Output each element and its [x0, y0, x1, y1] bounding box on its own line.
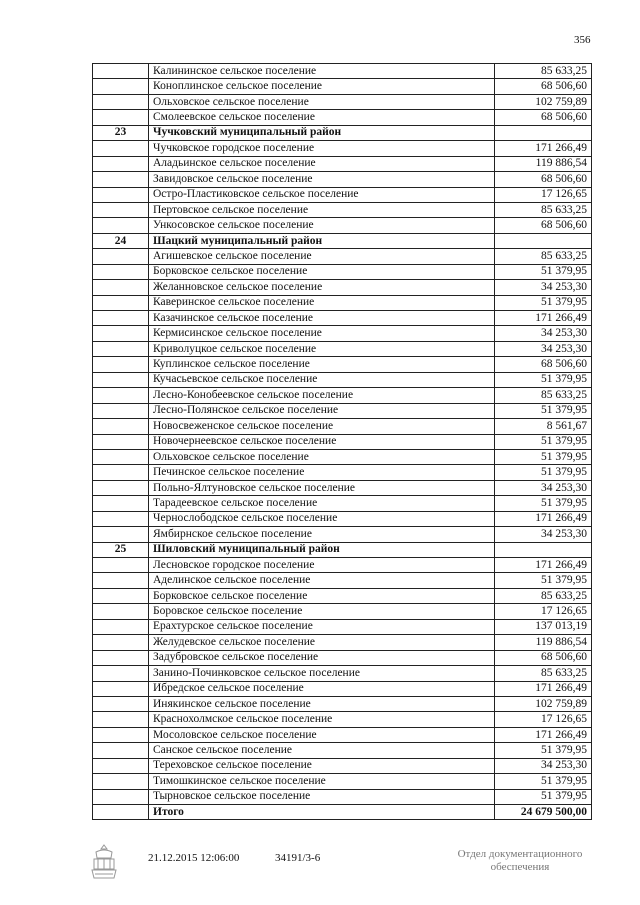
- amount: 51 379,95: [495, 264, 592, 279]
- settlement-name: Ямбирнское сельское поселение: [149, 527, 495, 542]
- row-number: [93, 789, 149, 804]
- settlement-name: Тарадеевское сельское поселение: [149, 496, 495, 511]
- amount: [495, 125, 592, 140]
- settlement-name: Лесно-Полянское сельское поселение: [149, 403, 495, 418]
- table-row: [93, 774, 592, 789]
- table-row: [93, 280, 592, 295]
- amount: 119 886,54: [495, 156, 592, 171]
- amount: 34 253,30: [495, 280, 592, 295]
- row-number: [93, 218, 149, 233]
- settlement-name: Новочернеевское сельское поселение: [149, 434, 495, 449]
- settlement-name: Тимошкинское сельское поселение: [149, 774, 495, 789]
- table-row: [93, 172, 592, 187]
- total-label: Итого: [149, 805, 495, 820]
- amount: 34 253,30: [495, 527, 592, 542]
- settlement-name: Чучковское городское поселение: [149, 141, 495, 156]
- row-number: [93, 187, 149, 202]
- amount: [495, 233, 592, 248]
- district-header-row: [93, 233, 592, 248]
- table-row: [93, 558, 592, 573]
- table-row: [93, 789, 592, 804]
- amount: 68 506,60: [495, 218, 592, 233]
- table-row: [93, 388, 592, 403]
- settlement-name: Аладьинское сельское поселение: [149, 156, 495, 171]
- amount: 68 506,60: [495, 172, 592, 187]
- settlement-name: Борковское сельское поселение: [149, 264, 495, 279]
- settlement-name: Краснохолмское сельское поселение: [149, 712, 495, 727]
- amount: 51 379,95: [495, 449, 592, 464]
- table-row: [93, 449, 592, 464]
- amount: 85 633,25: [495, 64, 592, 79]
- table-row: [93, 187, 592, 202]
- department-stamp: [440, 848, 600, 874]
- amount: 102 759,89: [495, 696, 592, 711]
- table-row: [93, 573, 592, 588]
- table-row: [93, 94, 592, 109]
- footer-datetime: 21.12.2015 12:06:00: [148, 852, 240, 864]
- row-number: [93, 94, 149, 109]
- row-number: 25: [93, 542, 149, 557]
- row-number: [93, 681, 149, 696]
- settlement-name: Куплинское сельское поселение: [149, 357, 495, 372]
- settlement-name: Ункосовское сельское поселение: [149, 218, 495, 233]
- row-number: [93, 264, 149, 279]
- table-row: [93, 341, 592, 356]
- amount: 17 126,65: [495, 187, 592, 202]
- settlement-name: Смолеевское сельское поселение: [149, 110, 495, 125]
- row-number: [93, 635, 149, 650]
- amount: 171 266,49: [495, 558, 592, 573]
- row-number: [93, 202, 149, 217]
- settlement-name: Каверинское сельское поселение: [149, 295, 495, 310]
- amount: 51 379,95: [495, 434, 592, 449]
- table-row: [93, 434, 592, 449]
- table-row: [93, 64, 592, 79]
- settlement-name: Желудевское сельское поселение: [149, 635, 495, 650]
- row-number: [93, 527, 149, 542]
- table-row: [93, 372, 592, 387]
- amount: 171 266,49: [495, 681, 592, 696]
- row-number: [93, 295, 149, 310]
- row-number: [93, 341, 149, 356]
- amount: 85 633,25: [495, 202, 592, 217]
- amount: 8 561,67: [495, 419, 592, 434]
- amount: 34 253,30: [495, 341, 592, 356]
- amount: 51 379,95: [495, 465, 592, 480]
- amount: 171 266,49: [495, 311, 592, 326]
- amount: 171 266,49: [495, 727, 592, 742]
- amount: 68 506,60: [495, 357, 592, 372]
- settlement-name: Новосвеженское сельское поселение: [149, 419, 495, 434]
- amount: [495, 542, 592, 557]
- amount: 17 126,65: [495, 604, 592, 619]
- row-number: [93, 357, 149, 372]
- table-row: [93, 465, 592, 480]
- table-row: [93, 650, 592, 665]
- district-name: Шиловский муниципальный район: [149, 542, 495, 557]
- row-number: [93, 696, 149, 711]
- settlement-name: Калининское сельское поселение: [149, 64, 495, 79]
- settlement-name: Чернослободское сельское поселение: [149, 511, 495, 526]
- amount: 51 379,95: [495, 372, 592, 387]
- table-row: [93, 496, 592, 511]
- settlement-name: Тырновское сельское поселение: [149, 789, 495, 804]
- row-number: [93, 172, 149, 187]
- table-row: [93, 511, 592, 526]
- row-number: [93, 465, 149, 480]
- row-number: [93, 588, 149, 603]
- row-number: [93, 496, 149, 511]
- amount: 85 633,25: [495, 588, 592, 603]
- table-row: [93, 202, 592, 217]
- table-row: [93, 79, 592, 94]
- settlement-name: Пертовское сельское поселение: [149, 202, 495, 217]
- table-row: [93, 743, 592, 758]
- settlement-name: Инякинское сельское поселение: [149, 696, 495, 711]
- district-header-row: [93, 542, 592, 557]
- row-number: [93, 604, 149, 619]
- amount: 68 506,60: [495, 650, 592, 665]
- settlement-name: Кучасьевское сельское поселение: [149, 372, 495, 387]
- row-number: [93, 372, 149, 387]
- stamp-line-2: обеспечения: [490, 861, 550, 873]
- settlement-name: Лесно-Конобеевское сельское поселение: [149, 388, 495, 403]
- row-number: [93, 619, 149, 634]
- table-row: [93, 604, 592, 619]
- amount: 51 379,95: [495, 573, 592, 588]
- row-number: [93, 558, 149, 573]
- row-number: [93, 449, 149, 464]
- settlement-name: Занино-Починковское сельское поселение: [149, 666, 495, 681]
- settlement-name: Ольховское сельское поселение: [149, 449, 495, 464]
- table-row: [93, 141, 592, 156]
- footer-doc-number: 34191/3-6: [275, 852, 321, 864]
- settlement-name: Агишевское сельское поселение: [149, 249, 495, 264]
- row-number: [93, 511, 149, 526]
- settlement-name: Печинское сельское поселение: [149, 465, 495, 480]
- amount: 68 506,60: [495, 79, 592, 94]
- amount: 17 126,65: [495, 712, 592, 727]
- amount: 51 379,95: [495, 295, 592, 310]
- total-number-cell: [93, 805, 149, 820]
- table-row: [93, 156, 592, 171]
- district-name: Шацкий муниципальный район: [149, 233, 495, 248]
- table-row: [93, 588, 592, 603]
- settlement-name: Коноплинское сельское поселение: [149, 79, 495, 94]
- settlement-name: Мосоловское сельское поселение: [149, 727, 495, 742]
- row-number: [93, 326, 149, 341]
- settlement-name: Борковское сельское поселение: [149, 588, 495, 603]
- district-header-row: [93, 125, 592, 140]
- row-number: [93, 666, 149, 681]
- table-row: [93, 681, 592, 696]
- amount: 34 253,30: [495, 326, 592, 341]
- settlement-name: Криволуцкое сельское поселение: [149, 341, 495, 356]
- table-row: [93, 635, 592, 650]
- settlement-name: Тереховское сельское поселение: [149, 758, 495, 773]
- total-row: [93, 805, 592, 820]
- table-row: [93, 480, 592, 495]
- row-number: [93, 64, 149, 79]
- table-body: [93, 64, 592, 820]
- table-row: [93, 326, 592, 341]
- amount: 85 633,25: [495, 666, 592, 681]
- table-row: [93, 419, 592, 434]
- coat-of-arms-logo: [86, 842, 122, 882]
- row-number: [93, 419, 149, 434]
- settlement-name: Казачинское сельское поселение: [149, 311, 495, 326]
- settlement-name: Завидовское сельское поселение: [149, 172, 495, 187]
- total-amount: 24 679 500,00: [495, 805, 592, 820]
- settlement-name: Желанновское сельское поселение: [149, 280, 495, 295]
- amount: 85 633,25: [495, 249, 592, 264]
- table-row: [93, 357, 592, 372]
- row-number: [93, 573, 149, 588]
- row-number: [93, 79, 149, 94]
- table-row: [93, 527, 592, 542]
- table-row: [93, 712, 592, 727]
- row-number: [93, 743, 149, 758]
- table-row: [93, 110, 592, 125]
- table-row: [93, 403, 592, 418]
- row-number: [93, 110, 149, 125]
- settlement-name: Санское сельское поселение: [149, 743, 495, 758]
- row-number: [93, 712, 149, 727]
- table-row: [93, 758, 592, 773]
- amount: 51 379,95: [495, 496, 592, 511]
- row-number: [93, 774, 149, 789]
- amount: 119 886,54: [495, 635, 592, 650]
- settlement-name: Ибредское сельское поселение: [149, 681, 495, 696]
- row-number: 24: [93, 233, 149, 248]
- amount: 51 379,95: [495, 743, 592, 758]
- table-row: [93, 249, 592, 264]
- amount: 34 253,30: [495, 758, 592, 773]
- row-number: [93, 141, 149, 156]
- row-number: [93, 727, 149, 742]
- settlement-name: Ольховское сельское поселение: [149, 94, 495, 109]
- amount: 34 253,30: [495, 480, 592, 495]
- stamp-line-1: Отдел документационного: [457, 848, 583, 860]
- table-row: [93, 311, 592, 326]
- row-number: [93, 280, 149, 295]
- allocation-table: [92, 63, 592, 820]
- amount: 51 379,95: [495, 774, 592, 789]
- amount: 51 379,95: [495, 403, 592, 418]
- row-number: [93, 758, 149, 773]
- row-number: [93, 311, 149, 326]
- amount: 68 506,60: [495, 110, 592, 125]
- row-number: [93, 403, 149, 418]
- amount: 51 379,95: [495, 789, 592, 804]
- district-name: Чучковский муниципальный район: [149, 125, 495, 140]
- settlement-name: Задубровское сельское поселение: [149, 650, 495, 665]
- row-number: [93, 480, 149, 495]
- amount: 102 759,89: [495, 94, 592, 109]
- amount: 85 633,25: [495, 388, 592, 403]
- settlement-name: Ерахтурское сельское поселение: [149, 619, 495, 634]
- row-number: [93, 156, 149, 171]
- row-number: [93, 249, 149, 264]
- row-number: [93, 650, 149, 665]
- table-row: [93, 727, 592, 742]
- settlement-name: Остро-Пластиковское сельское поселение: [149, 187, 495, 202]
- settlement-name: Боровское сельское поселение: [149, 604, 495, 619]
- table-row: [93, 295, 592, 310]
- table-row: [93, 264, 592, 279]
- row-number: 23: [93, 125, 149, 140]
- settlement-name: Аделинское сельское поселение: [149, 573, 495, 588]
- amount: 171 266,49: [495, 511, 592, 526]
- settlement-name: Польно-Ялтуновское сельское поселение: [149, 480, 495, 495]
- table-row: [93, 696, 592, 711]
- row-number: [93, 388, 149, 403]
- amount: 137 013,19: [495, 619, 592, 634]
- table-row: [93, 619, 592, 634]
- row-number: [93, 434, 149, 449]
- amount: 171 266,49: [495, 141, 592, 156]
- table-row: [93, 666, 592, 681]
- table-row: [93, 218, 592, 233]
- settlement-name: Лесновское городское поселение: [149, 558, 495, 573]
- settlement-name: Кермисинское сельское поселение: [149, 326, 495, 341]
- page-number: 356: [574, 34, 591, 46]
